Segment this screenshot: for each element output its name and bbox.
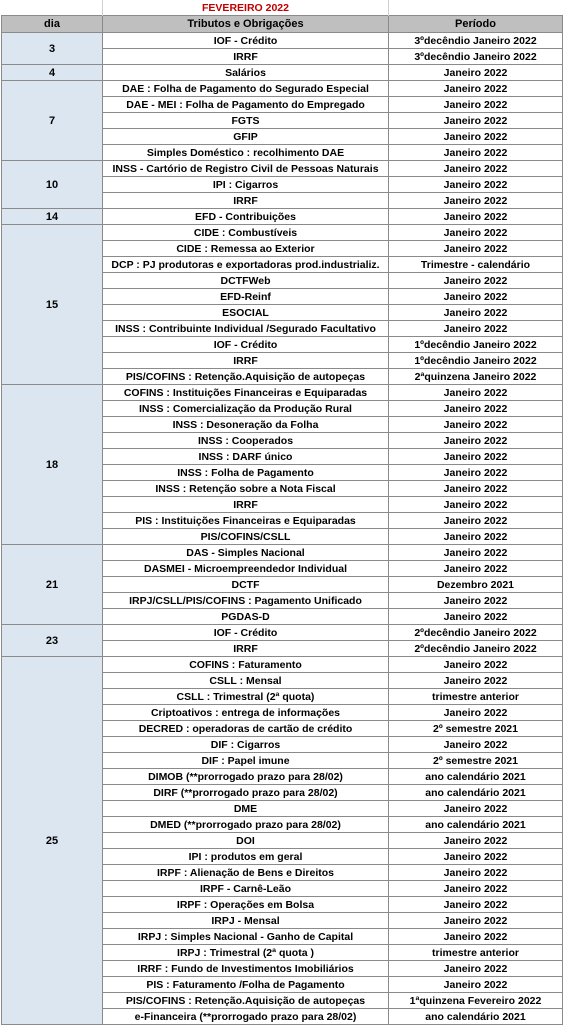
period-cell: ano calendário 2021 <box>389 817 563 833</box>
obligation-cell: IRPJ : Trimestral (2ª quota ) <box>103 945 389 961</box>
day-cell: 21 <box>2 545 103 625</box>
obligation-cell: DOI <box>103 833 389 849</box>
table-row <box>2 625 563 641</box>
obligation-cell: DIF : Cigarros <box>103 737 389 753</box>
obligation-cell: e-Financeira (**prorrogado prazo para 28/02) <box>103 1009 389 1025</box>
period-cell: Janeiro 2022 <box>389 433 563 449</box>
period-cell: 1ºdecêndio Janeiro 2022 <box>389 337 563 353</box>
period-cell: ano calendário 2021 <box>389 1009 563 1025</box>
period-cell: Janeiro 2022 <box>389 705 563 721</box>
obligation-cell: IRRF <box>103 353 389 369</box>
period-cell: Janeiro 2022 <box>389 961 563 977</box>
obligation-cell: PGDAS-D <box>103 609 389 625</box>
period-cell: Dezembro 2021 <box>389 577 563 593</box>
period-cell: Janeiro 2022 <box>389 593 563 609</box>
table-row <box>2 161 563 177</box>
obligation-cell: Simples Doméstico : recolhimento DAE <box>103 145 389 161</box>
obligation-cell: DASMEI - Microempreendedor Individual <box>103 561 389 577</box>
period-cell: Janeiro 2022 <box>389 513 563 529</box>
obligation-cell: DIMOB (**prorrogado prazo para 28/02) <box>103 769 389 785</box>
period-cell: Janeiro 2022 <box>389 801 563 817</box>
header-periodo: Período <box>389 16 563 33</box>
period-cell: Janeiro 2022 <box>389 737 563 753</box>
obligation-cell: DCP : PJ produtoras e exportadoras prod.industrializ. <box>103 257 389 273</box>
obligation-cell: IRPF : Operações em Bolsa <box>103 897 389 913</box>
obligation-cell: DECRED : operadoras de cartão de crédito <box>103 721 389 737</box>
header-dia: dia <box>2 16 103 33</box>
obligation-cell: ESOCIAL <box>103 305 389 321</box>
obligation-cell: PIS/COFINS/CSLL <box>103 529 389 545</box>
obligation-cell: IPI : Cigarros <box>103 177 389 193</box>
period-cell: Janeiro 2022 <box>389 289 563 305</box>
period-cell: Janeiro 2022 <box>389 913 563 929</box>
obligation-cell: IRRF : Fundo de Investimentos Imobiliários <box>103 961 389 977</box>
period-cell: Janeiro 2022 <box>389 929 563 945</box>
period-cell: Janeiro 2022 <box>389 481 563 497</box>
obligation-cell: DAE - MEI : Folha de Pagamento do Empregado <box>103 97 389 113</box>
period-cell: Janeiro 2022 <box>389 209 563 225</box>
obligation-cell: Salários <box>103 65 389 81</box>
period-cell: Janeiro 2022 <box>389 561 563 577</box>
period-cell: Janeiro 2022 <box>389 65 563 81</box>
obligation-cell: INSS : DARF único <box>103 449 389 465</box>
period-cell: 2ºdecêndio Janeiro 2022 <box>389 625 563 641</box>
day-cell: 7 <box>2 81 103 161</box>
title-row <box>2 0 563 16</box>
period-cell: Janeiro 2022 <box>389 657 563 673</box>
obligation-cell: INSS : Desoneração da Folha <box>103 417 389 433</box>
period-cell: Janeiro 2022 <box>389 417 563 433</box>
period-cell: Janeiro 2022 <box>389 193 563 209</box>
table-row <box>2 225 563 241</box>
table-row <box>2 385 563 401</box>
obligation-cell: DIF : Papel imune <box>103 753 389 769</box>
period-cell: Janeiro 2022 <box>389 145 563 161</box>
period-cell: Janeiro 2022 <box>389 113 563 129</box>
period-cell: Janeiro 2022 <box>389 129 563 145</box>
period-cell: Janeiro 2022 <box>389 881 563 897</box>
obligation-cell: IRPF - Carnê-Leão <box>103 881 389 897</box>
day-cell: 23 <box>2 625 103 657</box>
period-cell: 3ºdecêndio Janeiro 2022 <box>389 49 563 65</box>
obligation-cell: CIDE : Combustíveis <box>103 225 389 241</box>
obligation-cell: PIS : Instituições Financeiras e Equiparadas <box>103 513 389 529</box>
period-cell: Janeiro 2022 <box>389 321 563 337</box>
obligation-cell: DMED (**prorrogado prazo para 28/02) <box>103 817 389 833</box>
period-cell: 2º semestre 2021 <box>389 753 563 769</box>
obligation-cell: INSS : Comercialização da Produção Rural <box>103 401 389 417</box>
period-cell: Janeiro 2022 <box>389 81 563 97</box>
obligation-cell: PIS/COFINS : Retenção.Aquisição de autopeças <box>103 369 389 385</box>
period-cell: Janeiro 2022 <box>389 97 563 113</box>
period-cell: Janeiro 2022 <box>389 897 563 913</box>
period-cell: Janeiro 2022 <box>389 977 563 993</box>
table-row <box>2 65 563 81</box>
period-cell: Janeiro 2022 <box>389 609 563 625</box>
obligation-cell: IPI : produtos em geral <box>103 849 389 865</box>
obligation-cell: COFINS : Instituições Financeiras e Equiparadas <box>103 385 389 401</box>
period-cell: Janeiro 2022 <box>389 305 563 321</box>
period-cell: 2ªquinzena Janeiro 2022 <box>389 369 563 385</box>
table-row <box>2 657 563 673</box>
period-cell: Janeiro 2022 <box>389 225 563 241</box>
obligation-cell: PIS/COFINS : Retenção.Aquisição de autopeças <box>103 993 389 1009</box>
period-cell: Janeiro 2022 <box>389 865 563 881</box>
obligation-cell: GFIP <box>103 129 389 145</box>
obligation-cell: IOF - Crédito <box>103 33 389 49</box>
header-row <box>2 16 563 33</box>
obligation-cell: EFD - Contribuições <box>103 209 389 225</box>
day-cell: 4 <box>2 65 103 81</box>
table-row <box>2 209 563 225</box>
period-cell: Janeiro 2022 <box>389 833 563 849</box>
obligation-cell: IRPJ - Mensal <box>103 913 389 929</box>
table-row <box>2 545 563 561</box>
period-cell: Janeiro 2022 <box>389 849 563 865</box>
period-cell: Janeiro 2022 <box>389 273 563 289</box>
obligation-cell: EFD-Reinf <box>103 289 389 305</box>
period-cell: Janeiro 2022 <box>389 401 563 417</box>
period-cell: trimestre anterior <box>389 945 563 961</box>
period-cell: 3ºdecêndio Janeiro 2022 <box>389 33 563 49</box>
period-cell: 1ºdecêndio Janeiro 2022 <box>389 353 563 369</box>
obligation-cell: CIDE : Remessa ao Exterior <box>103 241 389 257</box>
table-row <box>2 33 563 49</box>
obligation-cell: INSS - Cartório de Registro Civil de Pessoas Naturais <box>103 161 389 177</box>
period-cell: Janeiro 2022 <box>389 161 563 177</box>
period-cell: ano calendário 2021 <box>389 769 563 785</box>
obligation-cell: IRRF <box>103 641 389 657</box>
day-cell: 14 <box>2 209 103 225</box>
day-cell: 25 <box>2 657 103 1025</box>
day-cell: 10 <box>2 161 103 209</box>
day-cell: 3 <box>2 33 103 65</box>
obligation-cell: CSLL : Mensal <box>103 673 389 689</box>
obligation-cell: DME <box>103 801 389 817</box>
obligation-cell: IRPF : Alienação de Bens e Direitos <box>103 865 389 881</box>
period-cell: Janeiro 2022 <box>389 545 563 561</box>
period-cell: Janeiro 2022 <box>389 529 563 545</box>
day-cell: 18 <box>2 385 103 545</box>
period-cell: Janeiro 2022 <box>389 241 563 257</box>
table-row <box>2 81 563 97</box>
period-cell: Trimestre - calendário <box>389 257 563 273</box>
obligation-cell: DAS - Simples Nacional <box>103 545 389 561</box>
period-cell: Janeiro 2022 <box>389 497 563 513</box>
obligation-cell: DAE : Folha de Pagamento do Segurado Especial <box>103 81 389 97</box>
obligation-cell: IOF - Crédito <box>103 625 389 641</box>
period-cell: 1ªquinzena Fevereiro 2022 <box>389 993 563 1009</box>
header-tributos: Tributos e Obrigações <box>103 16 389 33</box>
obligation-cell: INSS : Cooperados <box>103 433 389 449</box>
period-cell: Janeiro 2022 <box>389 673 563 689</box>
obligation-cell: PIS : Faturamento /Folha de Pagamento <box>103 977 389 993</box>
obligation-cell: INSS : Folha de Pagamento <box>103 465 389 481</box>
obligation-cell: IRRF <box>103 193 389 209</box>
obligation-cell: IRPJ/CSLL/PIS/COFINS : Pagamento Unificado <box>103 593 389 609</box>
obligation-cell: Criptoativos : entrega de informações <box>103 705 389 721</box>
obligation-cell: CSLL : Trimestral (2ª quota) <box>103 689 389 705</box>
obligation-cell: DIRF (**prorrogado prazo para 28/02) <box>103 785 389 801</box>
day-cell: 15 <box>2 225 103 385</box>
tax-calendar-table <box>1 0 563 1025</box>
obligation-cell: IRRF <box>103 497 389 513</box>
obligation-cell: IRPJ : Simples Nacional - Ganho de Capital <box>103 929 389 945</box>
obligation-cell: INSS : Retenção sobre a Nota Fiscal <box>103 481 389 497</box>
sheet-title: FEVEREIRO 2022 <box>103 0 389 16</box>
period-cell: trimestre anterior <box>389 689 563 705</box>
period-cell: 2ºdecêndio Janeiro 2022 <box>389 641 563 657</box>
obligation-cell: INSS : Contribuinte Individual /Segurado Facultativo <box>103 321 389 337</box>
period-cell: ano calendário 2021 <box>389 785 563 801</box>
obligation-cell: FGTS <box>103 113 389 129</box>
period-cell: Janeiro 2022 <box>389 385 563 401</box>
period-cell: Janeiro 2022 <box>389 177 563 193</box>
table-body <box>2 33 563 1025</box>
obligation-cell: IOF - Crédito <box>103 337 389 353</box>
period-cell: Janeiro 2022 <box>389 465 563 481</box>
obligation-cell: IRRF <box>103 49 389 65</box>
period-cell: Janeiro 2022 <box>389 449 563 465</box>
obligation-cell: COFINS : Faturamento <box>103 657 389 673</box>
obligation-cell: DCTFWeb <box>103 273 389 289</box>
obligation-cell: DCTF <box>103 577 389 593</box>
period-cell: 2º semestre 2021 <box>389 721 563 737</box>
